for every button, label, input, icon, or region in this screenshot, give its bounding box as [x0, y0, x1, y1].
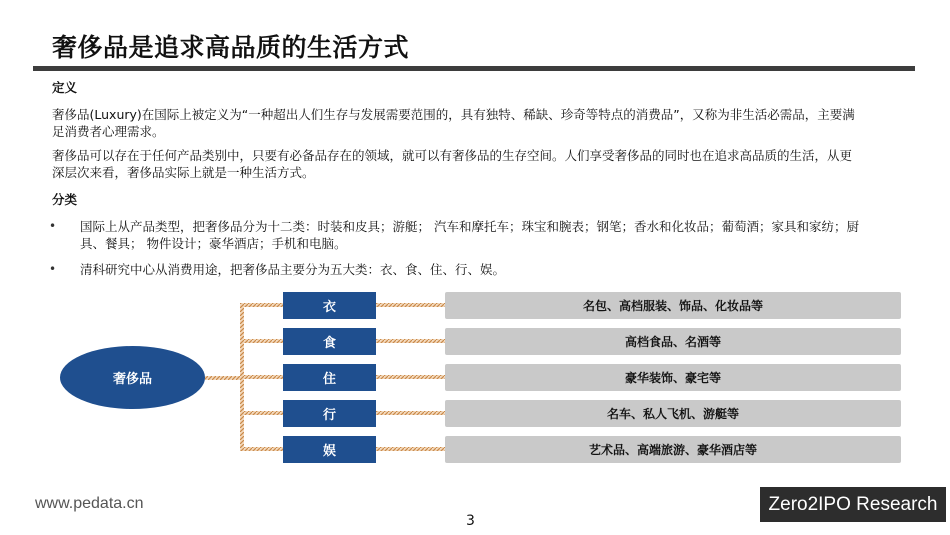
category-box-housing: 住 — [283, 364, 376, 391]
bullet-item-1-line-2: 具、餐具； 物件设计；豪华酒店；手机和电脑。 — [80, 236, 347, 251]
category-desc-entertainment: 艺术品、高端旅游、豪华酒店等 — [445, 436, 901, 463]
connector-root — [205, 376, 242, 380]
connector-branch-5 — [240, 447, 283, 451]
page-number: 3 — [466, 513, 475, 529]
category-box-food: 食 — [283, 328, 376, 355]
category-desc-housing: 豪华装饰、豪宅等 — [445, 364, 901, 391]
category-desc-food: 高档食品、名酒等 — [445, 328, 901, 355]
bullet-marker-2: • — [49, 262, 57, 276]
connector-desc-5 — [376, 447, 445, 451]
definition-paragraph-2-line-2: 深层次来看，奢侈品实际上就是一种生活方式。 — [52, 165, 315, 180]
category-box-travel: 行 — [283, 400, 376, 427]
definition-paragraph-1-line-1: 奢侈品(Luxury)在国际上被定义为“一种超出人们生存与发展需要范围的，具有独特、稀缺、珍奇等特点的消费品”，又称为非生活必需品，主要满 — [52, 107, 855, 122]
definition-paragraph-1-line-2: 足消费者心理需求。 — [52, 124, 165, 139]
connector-branch-3 — [240, 375, 283, 379]
connector-desc-2 — [376, 339, 445, 343]
bullet-item-1-line-1: 国际上从产品类型，把奢侈品分为十二类：时装和皮具；游艇； 汽车和摩托车；珠宝和腕表；钢笔；香水和化妆品；葡萄酒；家具和家纺；厨 — [80, 219, 859, 234]
classification-heading: 分类 — [52, 192, 78, 207]
brand-logo-zero2ipo: Zero2IPO Research — [760, 487, 946, 522]
connector-branch-2 — [240, 339, 283, 343]
connector-branch-4 — [240, 411, 283, 415]
category-desc-clothing: 名包、高档服装、饰品、化妆品等 — [445, 292, 901, 319]
category-box-entertainment: 娱 — [283, 436, 376, 463]
footer-website-url[interactable]: www.pedata.cn — [35, 495, 144, 512]
connector-desc-3 — [376, 375, 445, 379]
page-title: 奢侈品是追求高品质的生活方式 — [52, 33, 410, 62]
category-box-clothing: 衣 — [283, 292, 376, 319]
connector-desc-4 — [376, 411, 445, 415]
connector-branch-1 — [240, 303, 283, 307]
root-node-luxury: 奢侈品 — [60, 346, 205, 409]
connector-desc-1 — [376, 303, 445, 307]
definition-heading: 定义 — [52, 80, 78, 95]
definition-paragraph-2-line-1: 奢侈品可以存在于任何产品类别中，只要有必备品存在的领域，就可以有奢侈品的生存空间。人们享受奢侈品的同时也在追求高品质的生活，从更 — [52, 148, 853, 163]
bullet-marker-1: • — [49, 219, 57, 233]
category-desc-travel: 名车、私人飞机、游艇等 — [445, 400, 901, 427]
bullet-item-2: 清科研究中心从消费用途，把奢侈品主要分为五大类：衣、食、住、行、娱。 — [80, 262, 506, 277]
